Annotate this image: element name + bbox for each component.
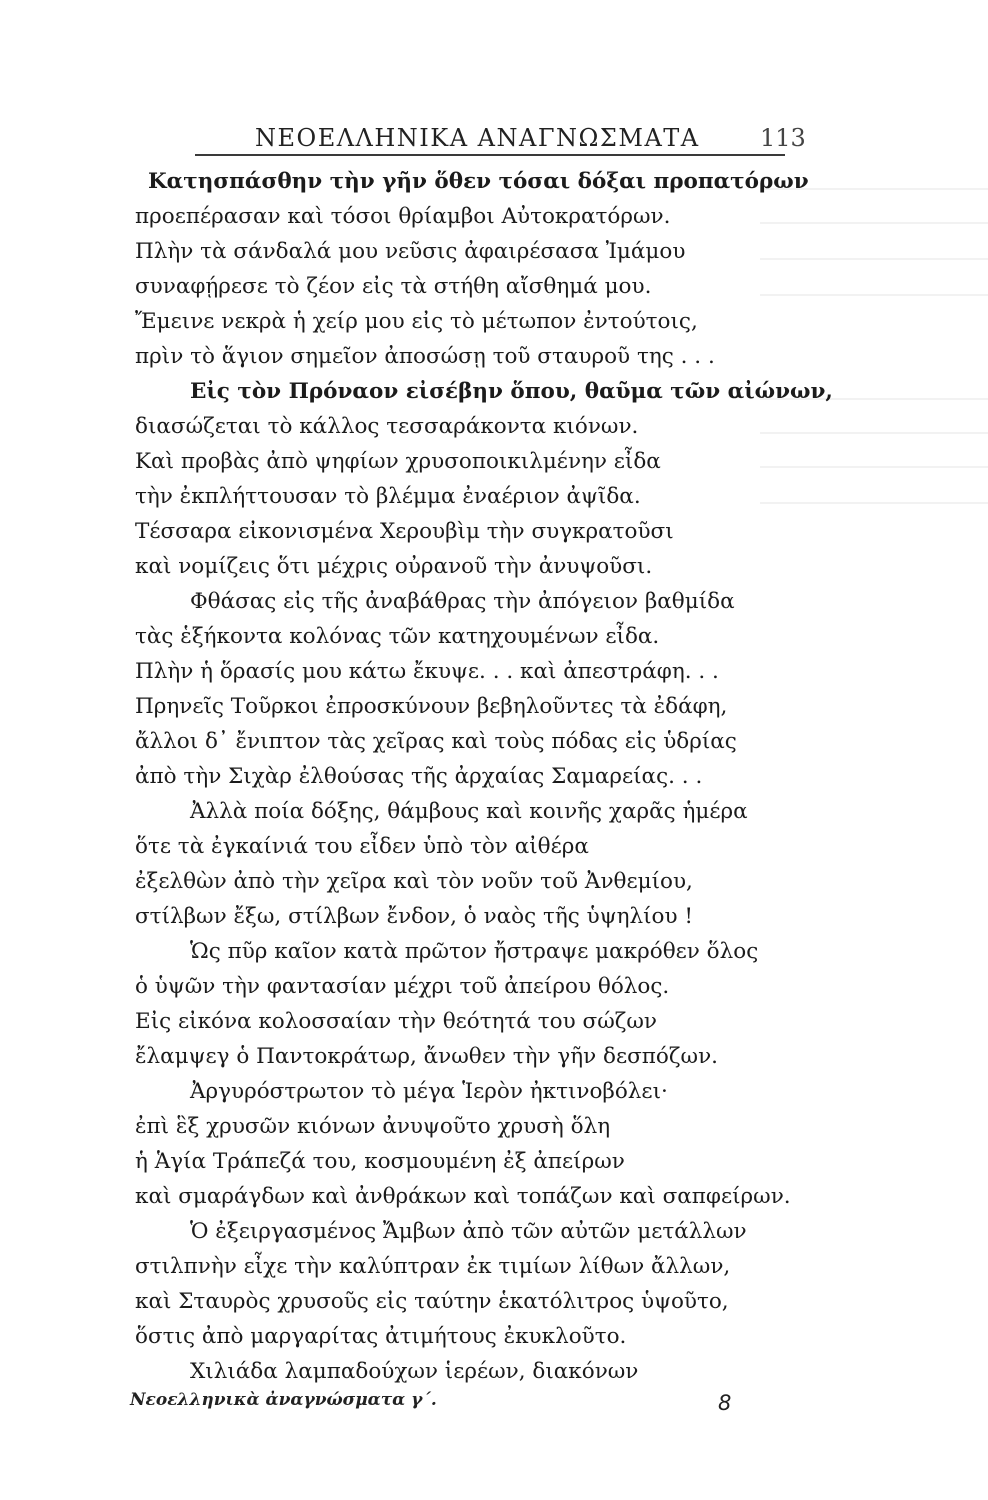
poem-line: ὅστις ἀπὸ μαργαρίτας ἀτιμήτους ἐκυκλοῦτο.	[135, 1324, 627, 1349]
bleed-through-line	[760, 432, 988, 434]
poem-line: Χιλιάδα λαμπαδούχων ἱερέων, διακόνων	[190, 1359, 639, 1384]
header-rule	[195, 154, 785, 156]
poem-line: ὅτε τὰ ἐγκαίνιά του εἶδεν ὑπὸ τὸν αἰθέρα	[135, 834, 589, 859]
poem-line: Εἰς τὸν Πρόναον εἰσέβην ὅπου, θαῦμα τῶν αἰώνων,	[190, 379, 833, 404]
running-head-title: ΝΕΟΕΛΛΗΝΙΚΑ ΑΝΑΓΝΩΣΜΑΤΑ	[255, 124, 700, 152]
poem-line: τὴν ἐκπλήττουσαν τὸ βλέμμα ἐναέριον ἀψῖδα.	[135, 484, 641, 509]
poem-line: ἐπὶ ἓξ χρυσῶν κιόνων ἀνυψοῦτο χρυσὴ ὅλη	[135, 1114, 611, 1139]
poem-line: Εἰς εἰκόνα κολοσσαίαν τὴν θεότητά του σώζων	[135, 1009, 657, 1034]
poem-line: Τέσσαρα εἰκονισμένα Χερουβὶμ τὴν συγκρατοῦσι	[135, 519, 674, 544]
poem-line: στιλπνὴν εἶχε τὴν καλύπτραν ἐκ τιμίων λίθων ἄλλων,	[135, 1254, 731, 1279]
poem-line: Κατησπάσθην τὴν γῆν ὅθεν τόσαι δόξαι προπατόρων	[148, 169, 809, 194]
poem-line: καὶ σμαράγδων καὶ ἀνθράκων καὶ τοπάζων καὶ σαπφείρων.	[135, 1184, 791, 1209]
bleed-through-line	[760, 222, 988, 224]
poem-line: ὁ ὑψῶν τὴν φαντασίαν μέχρι τοῦ ἀπείρου θόλος.	[135, 974, 670, 999]
poem-line: Φθάσας εἰς τῆς ἀναβάθρας τὴν ἀπόγειον βαθμίδα	[190, 589, 735, 614]
poem-line: Ἀλλὰ ποία δόξης, θάμβους καὶ κοινῆς χαρᾶς ἡμέρα	[190, 799, 748, 824]
sheet-number: 8	[718, 1391, 732, 1415]
poem-line: Ὡς πῦρ καῖον κατὰ πρῶτον ἤστραψε μακρόθεν ὅλος	[190, 939, 759, 964]
poem-line: Καὶ προβὰς ἀπὸ ψηφίων χρυσοποικιλμένην εἶδα	[135, 449, 661, 474]
poem-line: ἐξελθὼν ἀπὸ τὴν χεῖρα καὶ τὸν νοῦν τοῦ Ἀνθεμίου,	[135, 869, 693, 894]
bleed-through-line	[760, 466, 988, 468]
poem-line: ἄλλοι δ᾽ ἔνιπτον τὰς χεῖρας καὶ τοὺς πόδας εἰς ὑδρίας	[135, 729, 737, 754]
poem-line: Πλὴν τὰ σάνδαλά μου νεῦσις ἀφαιρέσασα Ἰμάμου	[135, 239, 686, 264]
poem-line: ἡ Ἁγία Τράπεζά του, κοσμουμένη ἐξ ἀπείρων	[135, 1149, 625, 1174]
poem-line: διασώζεται τὸ κάλλος τεσσαράκοντα κιόνων.	[135, 414, 639, 439]
signature-mark: Νεοελληνικὰ ἀναγνώσματα γ΄.	[130, 1390, 437, 1410]
bleed-through-line	[760, 258, 988, 260]
bleed-through-line	[760, 502, 988, 504]
poem-line: Πρηνεῖς Τοῦρκοι ἐπροσκύνουν βεβηλοῦντες τὰ ἐδάφη,	[135, 694, 728, 719]
poem-line: Ἀργυρόστρωτον τὸ μέγα Ἱερὸν ἠκτινοβόλει·	[190, 1079, 668, 1104]
poem-line: Ὁ ἐξειργασμένος Ἄμβων ἀπὸ τῶν αὐτῶν μετάλλων	[190, 1219, 747, 1244]
page-number: 113	[760, 124, 806, 152]
poem-line: καὶ νομίζεις ὅτι μέχρις οὐρανοῦ τὴν ἀνυψοῦσι.	[135, 554, 653, 579]
poem-line: καὶ Σταυρὸς χρυσοῦς εἰς ταύτην ἑκατόλιτρος ὑψοῦτο,	[135, 1289, 729, 1314]
running-head	[0, 118, 988, 158]
poem-line: Ἔμεινε νεκρὰ ἡ χείρ μου εἰς τὸ μέτωπον ἐντούτοις,	[135, 309, 698, 334]
poem-line: στίλβων ἔξω, στίλβων ἔνδον, ὁ ναὸς τῆς ὑψηλίου !	[135, 904, 693, 929]
poem-line: ἔλαμψεγ ὁ Παντοκράτωρ, ἄνωθεν τὴν γῆν δεσπόζων.	[135, 1044, 718, 1069]
poem-line: πρὶν τὸ ἅγιον σημεῖον ἀποσώσῃ τοῦ σταυροῦ της . . .	[135, 344, 715, 369]
poem-line: τὰς ἑξήκοντα κολόνας τῶν κατηχουμένων εἶδα.	[135, 624, 660, 649]
poem-line: Πλὴν ἡ ὅρασίς μου κάτω ἔκυψε. . . καὶ ἀπεστράφη. . .	[135, 659, 719, 684]
bleed-through-line	[760, 294, 988, 296]
poem-line: προεπέρασαν καὶ τόσοι θρίαμβοι Αὐτοκρατόρων.	[135, 204, 671, 229]
poem-line: συναφῄρεσε τὸ ζέον εἰς τὰ στήθη αἴσθημά μου.	[135, 274, 652, 299]
poem-line: ἀπὸ τὴν Σιχὰρ ἐλθούσας τῆς ἀρχαίας Σαμαρείας. . .	[135, 764, 703, 789]
